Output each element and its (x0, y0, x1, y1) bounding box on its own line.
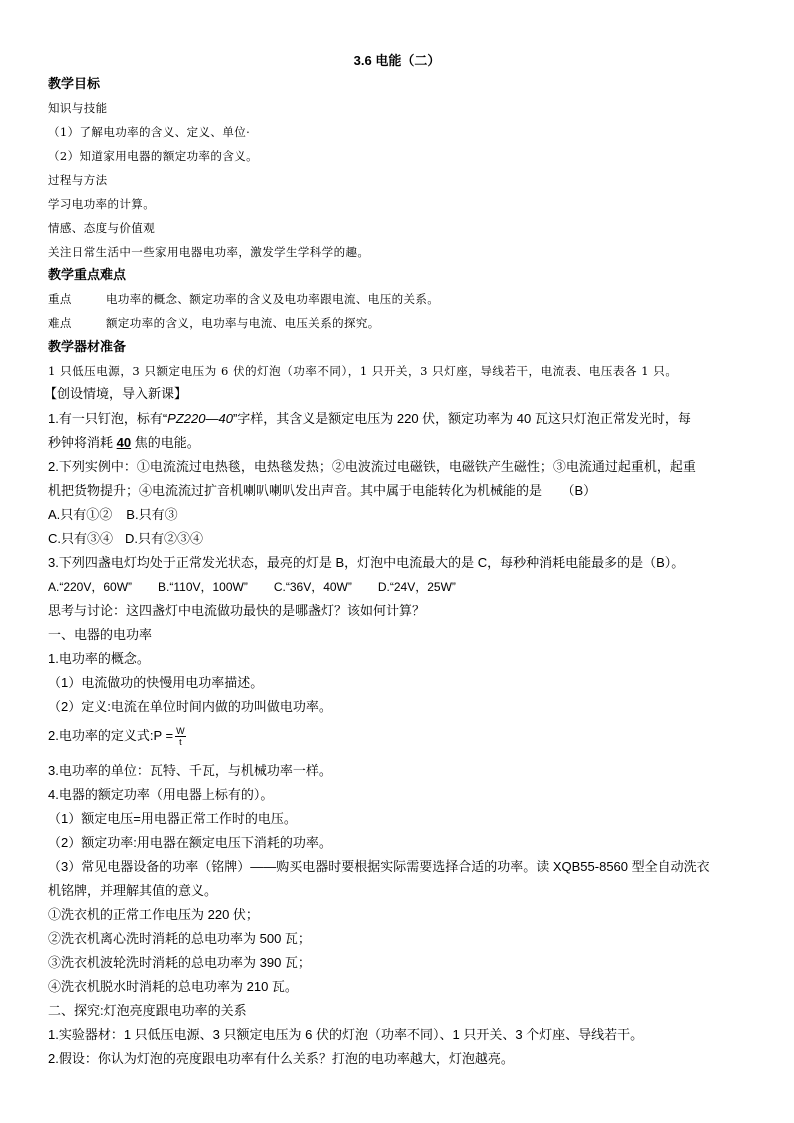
question-2-option-c: C.只有③④ (48, 531, 114, 546)
concept-heading: 1.电功率的概念。 (48, 651, 150, 666)
washer-spec-3: ③洗衣机波轮洗时消耗的总电功率为 390 瓦； (48, 955, 311, 970)
concept-item-1: （1）电流做功的快慢用电功率描述。 (48, 675, 264, 690)
power-formula-label: 2.电功率的定义式:P = (48, 727, 174, 743)
question-1-text-d: 焦的电能。 (131, 435, 200, 450)
question-2-option-d: D.只有②③④ (125, 531, 204, 546)
difficult-point-label: 难点 (48, 316, 72, 330)
washer-spec-1: ①洗衣机的正常工作电压为 220 伏； (48, 907, 259, 922)
part-1-heading: 一、电器的电功率 (48, 627, 153, 642)
power-formula-fraction (175, 726, 186, 747)
knowledge-item-2: （2）知道家用电器的额定功率的含义。 (48, 149, 259, 163)
difficult-point-row (48, 315, 380, 331)
question-2-options-row-1 (48, 507, 178, 523)
key-point-label: 重点 (48, 292, 72, 306)
question-3-option-b: B.“110V，100W” (158, 580, 248, 594)
concept-item-2: （2）定义:电流在单位时间内做的功叫做电功率。 (48, 699, 332, 714)
question-3-stem: 3.下列四盏电灯均处于正常发光状态，最亮的灯是 B，灯泡中电流最大的是 C，每秒种消耗电能最多的是（B）。 (48, 555, 685, 570)
rated-power-item-3-line-1: （3）常见电器设备的功率（铭牌）——购买电器时要根据实际需要选择合适的功率。读 XQB55-8560 型全自动洗衣 (48, 859, 710, 874)
rated-power-item-3-line-2: 机铭牌，并理解其值的意义。 (48, 883, 218, 898)
question-3-options (48, 579, 456, 595)
rated-power-item-1: （1）额定电压=用电器正常工作时的电压。 (48, 811, 297, 826)
question-3-option-c: C.“36V，40W” (273, 580, 352, 594)
question-2-line-2: 机把货物提升；④电流流过扩音机喇叭喇叭发出声音。其中属于电能转化为机械能的是 （B） (48, 483, 597, 498)
question-1-line-1 (48, 411, 691, 427)
question-1-answer: 40 (116, 435, 132, 450)
washer-spec-2: ②洗衣机离心洗时消耗的总电功率为 500 瓦； (48, 931, 311, 946)
power-formula-row (48, 726, 186, 747)
question-3-option-d: D.“24V，25W” (377, 580, 456, 594)
discussion-prompt: 思考与讨论：这四盏灯中电流做功最快的是哪盏灯？该如何计算？ (48, 603, 426, 618)
fraction-numerator: W (176, 726, 185, 736)
goals-heading: 教学目标 (48, 76, 101, 91)
question-2-line-1: 2.下列实例中：①电流流过电热毯，电热毯发热；②电波流过电磁铁，电磁铁产生磁性；③电流通过起重机，起重 (48, 459, 696, 474)
key-points-heading: 教学重点难点 (48, 267, 127, 282)
rated-power-item-2: （2）额定功率:用电器在额定电压下消耗的功率。 (48, 835, 332, 850)
key-point-row (48, 291, 439, 307)
lamp-model: PZ220—40 (167, 411, 233, 426)
knowledge-heading: 知识与技能 (48, 101, 108, 115)
key-point-text: 电功率的概念、额定功率的含义及电功率跟电流、电压的关系。 (106, 292, 440, 306)
washer-spec-4: ④洗衣机脱水时消耗的总电功率为 210 瓦。 (48, 979, 298, 994)
difficult-point-text: 额定功率的含义，电功率与电流、电压关系的探究。 (106, 316, 380, 330)
question-1-line-2 (48, 435, 200, 451)
intro-heading: 【创设情境，导入新课】 (44, 386, 188, 401)
question-1-text-c: 秒钟将消耗 (48, 435, 117, 450)
part-2-heading: 二、探究:灯泡亮度跟电功率的关系 (48, 1003, 247, 1018)
process-text: 学习电功率的计算。 (48, 197, 156, 211)
rated-power-heading: 4.电器的额定功率（用电器上标有的）。 (48, 787, 274, 802)
page-title: 3.6 电能（二） (353, 53, 441, 68)
fraction-denominator: t (179, 737, 182, 747)
question-2-options-row-2 (48, 531, 203, 547)
power-units: 3.电功率的单位：瓦特、千瓦，与机械功率一样。 (48, 763, 332, 778)
experiment-materials: 1.实验器材：1 只低压电源、3 只额定电压为 6 伏的灯泡（功率不同）、1 只开关、3 个灯座、导线若干。 (48, 1027, 644, 1042)
experiment-hypothesis: 2.假设：你认为灯泡的亮度跟电功率有什么关系？打泡的电功率越大，灯泡越亮。 (48, 1051, 514, 1066)
question-2-option-b: B.只有③ (126, 507, 178, 522)
emotion-heading: 情感、态度与价值观 (48, 221, 156, 235)
question-1-text-b: ”字样，其含义是额定电压为 220 伏，额定功率为 40 瓦这只灯泡正常发光时，每 (232, 411, 691, 426)
materials-text: 1 只低压电源，3 只额定电压为 6 伏的灯泡（功率不同），1 只开关，3 只灯座，导线若干，电流表、电压表各 1 只。 (48, 364, 678, 378)
process-heading: 过程与方法 (48, 173, 108, 187)
materials-heading: 教学器材准备 (48, 339, 127, 354)
emotion-text: 关注日常生活中一些家用电器电功率，激发学生学科学的趣。 (48, 245, 370, 259)
knowledge-item-1: （1）了解电功率的含义、定义、单位· (48, 125, 251, 139)
question-3-option-a: A.“220V，60W” (48, 580, 133, 594)
question-2-option-a: A.只有①② (48, 507, 113, 522)
question-1-text-a: 1.有一只钉泡，标有“ (48, 411, 168, 426)
